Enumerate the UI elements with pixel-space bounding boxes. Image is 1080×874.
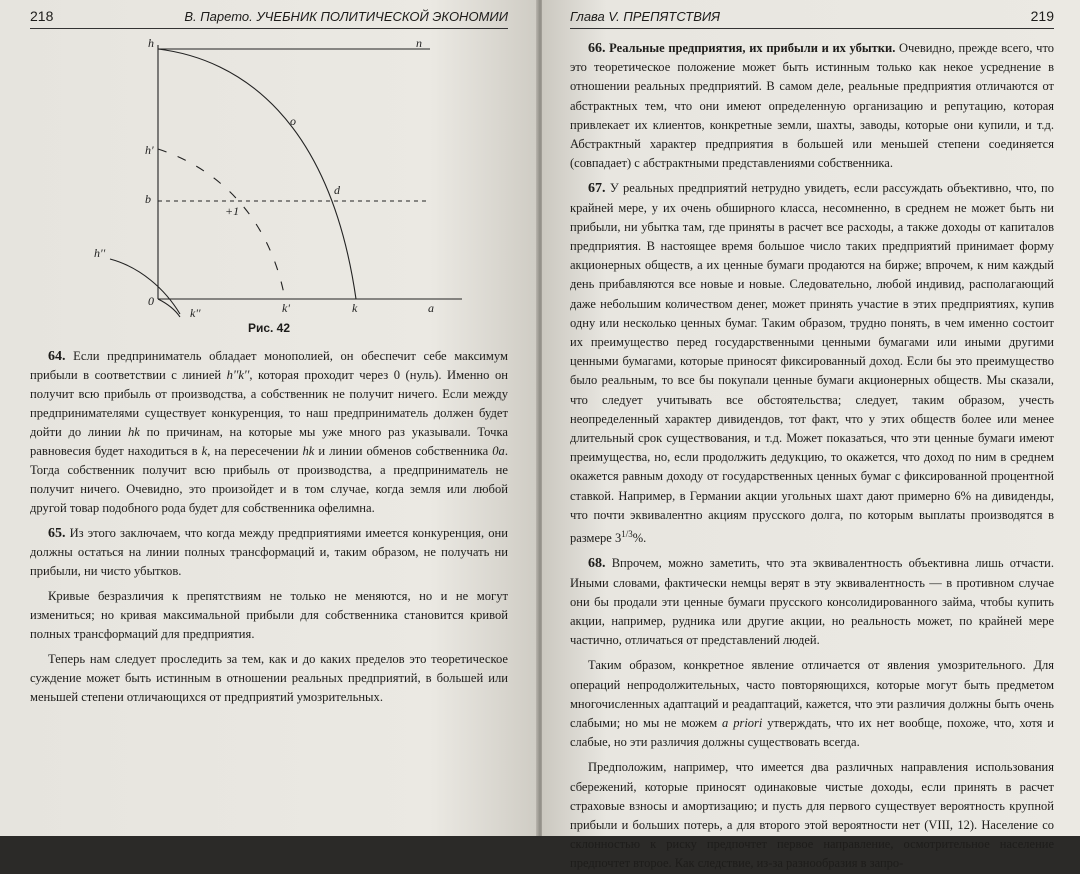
paragraph-text: Очевидно, прежде всего, что это теоретическое положение может быть истинным только как некое усреднение в отношении реальных предприятий. В самом деле, реальные предприятия отличаются от абстрактных тем, что они имеют определенную организацию и репутацию, которая привлекает их клиентов, конкретные земли, шахты, заводы, которые они купили, и т.д. Абстрактный характер предприятия в большей или меньшей степени соединяется (совпадает) с абстрактными представлениями собственника. xyxy=(570,41,1054,171)
paragraph-heading: Реальные предприятия, их прибыли и их убытки. xyxy=(609,41,896,55)
figure-caption: Рис. 42 xyxy=(247,321,291,335)
right-running-head xyxy=(570,8,1054,29)
label-o: o xyxy=(290,114,296,128)
left-page-number: 218 xyxy=(30,8,54,24)
paragraph-number: 67. xyxy=(588,181,606,197)
text-run: , которая проходит через 0 (нуль). Именно он получит всю прибыль от производства, а собственник не получит ничего. Если между предпринимателями существует конкуренция, то наш предприниматель должен будет дойти до линии xyxy=(30,368,508,439)
text-run: Если предприниматель обладает монополией, он обеспечит себе максимум прибыли в соответствии с линией xyxy=(30,349,508,382)
label-plus1: +1 xyxy=(225,204,240,218)
paragraph-number: 66. xyxy=(588,41,606,56)
paragraph-text: Таким образом, конкретное явление отличается от явления умозрительного. Для операций непродолжительных, часто повторяющихся, которые могут быть предметом многочисленных адаптаций и реадаптаций, кажется, что эти различия должны быть очень слабыми; но мы не можем xyxy=(570,658,1054,731)
paragraph-text: У реальных предприятий нетрудно увидеть, если рассуждать объективно, что, по крайней мере, у их очень обширного класса, несомненно, в среднем не может быть ни прибыли, ни убытка там, где приняты в расчет все расходы, а также доходы от капиталов предприятия. В настоящее время большое число таких предприятий принимает форму акционерных обществ, а их ценные бумаги продаются на бирже; впрочем, к ним каждый день прибавляются все новые и новые. Следовательно, любой индивид, располагающий даже небольшим количеством денег, может принять участие в этих предприятиях, купив одну или несколько ценных бумаг. Таким образом, трудно понять, в чем именно состоит их преимущество перед государственными ценными бумагами или иными другими ценными бумагами, которые приносят фиксированный доход. Если бы это преимущество было реальным, то все бы покупали ценные бумаги акционерных обществ. Мы сказали, что следует учитывать все обстоятельства; следует, таким образом, учесть неопределенный характер дивидендов, тот факт, что у этих обществ более или менее длительный срок существования, и т.д. Может показаться, что эти ценные бумаги имеют преимущества, но, если продолжить дедукцию, то окажется, что доход по ним в среднем окажется равным доходу от государственных ценных бумаг с фиксированной процентной ставкой. Например, в Германии акции угольных шахт дают примерно 6% на дивиденды, что почти эквивалентно акциям прусского долга, по которым выплаты производятся в размере 3 xyxy=(570,181,1054,546)
figure-42 xyxy=(30,36,508,320)
math-run: hk xyxy=(302,444,315,458)
text-run: . Тогда собственник получит всю прибыль от производства, а предприниматель не получит ничего. Очевидно, это произойдет и в том случае, когда земля или любой другой товар подобного рода будет для собственника офелимна. xyxy=(30,444,508,515)
left-running-head xyxy=(30,8,508,29)
label-h: h xyxy=(148,36,154,50)
label-h1: h' xyxy=(145,143,154,157)
paragraph-68b xyxy=(570,656,1054,752)
left-page xyxy=(0,0,538,836)
text-run: по причинам, на которые мы уже много раз указывали. Точка равновесия будет находиться в xyxy=(30,425,508,458)
label-k2: k'' xyxy=(190,306,201,320)
paragraph-67 xyxy=(570,179,1054,548)
math-run: 0a xyxy=(492,444,505,458)
paragraph-64 xyxy=(30,347,508,518)
latin-term: a priori xyxy=(722,716,763,731)
label-k1: k' xyxy=(282,301,290,315)
label-zero: 0 xyxy=(148,294,154,308)
curve-hk xyxy=(158,49,356,299)
paragraph-65 xyxy=(30,524,508,581)
figure-42-diagram xyxy=(30,36,508,320)
paragraph-text: Из этого заключаем, что когда между предприятиями имеется конкуренция, они должны остаться на линии полных трансформаций и, таким образом, не получать ни прибыли, ни чисто убытков. xyxy=(30,526,508,578)
label-b: b xyxy=(145,192,151,206)
paragraph-65c xyxy=(30,650,508,707)
label-n: n xyxy=(416,36,422,50)
paragraph-text: Впрочем, можно заметить, что эта эквивалентность объективна лишь отчасти. Иными словами, фактически немцы верят в эту эквивалентность — в противном случае они бы продали эти ценные бумаги прусского консолидированного займа, чтобы купить акции, например, рудника или другие акции, но реальность может, по крайней мере частично, отличаться от представлений людей. xyxy=(570,556,1054,648)
label-a: a xyxy=(428,301,434,315)
math-run: k xyxy=(201,444,208,458)
label-h2: h'' xyxy=(94,246,106,260)
fraction: 1/3 xyxy=(621,529,633,540)
label-k: k xyxy=(352,301,358,315)
paragraph-text: Кривые безразличия к препятствиям не только не меняются, но и не могут измениться; но кривая максимальной прибыли для собственника становится кривой полных трансформаций для предприятия. xyxy=(30,589,508,641)
paragraph-number: 68. xyxy=(588,556,606,572)
text-run: и линии обменов собственника xyxy=(314,444,493,458)
paragraph-text: Предположим, например, что имеется два различных направления использования сбережений, которые приносят одинаковые чистые доходы, если принять в расчет страховые взносы и амортизацию; и пусть для первого существует вероятность крупной прибыли и больших потерь, а для второго этой вероятности нет (VIII, 12). Население со склонностью к риску предпочтет первое направление, осмотрительное население предпочтет второе. Как следствие, из-за разнообразия в запро- xyxy=(570,760,1054,871)
paragraph-68 xyxy=(570,554,1054,650)
right-page-number: 219 xyxy=(1030,8,1054,24)
paragraph-68c xyxy=(570,758,1054,873)
paragraph-tail: %. xyxy=(632,531,647,546)
right-running-title: Глава V. ПРЕПЯТСТВИЯ xyxy=(570,9,721,24)
paragraph-tail: утверждать, что их нет вообще, похоже, что, хотя и слабые, но эти различия должны существовать всегда. xyxy=(570,716,1054,750)
paragraph-number: 65. xyxy=(48,526,66,541)
paragraph-number: 64. xyxy=(48,349,66,364)
text-run: , на пересечении xyxy=(207,444,303,458)
paragraph-text: Теперь нам следует проследить за тем, как и до каких пределов это теоретическое суждение может быть истинным в отношении реальных предприятий, в большей или меньшей степени отличающихся от предприятий умозрительных. xyxy=(30,652,508,704)
math-run: h''k'' xyxy=(226,368,250,382)
curve-h1k1 xyxy=(158,149,285,299)
paragraph-66 xyxy=(570,39,1054,173)
left-running-title: В. Парето. УЧЕБНИК ПОЛИТИЧЕСКОЙ ЭКОНОМИИ xyxy=(184,9,508,24)
math-run: hk xyxy=(127,425,140,439)
paragraph-65b xyxy=(30,587,508,644)
right-page xyxy=(542,0,1080,871)
label-d: d xyxy=(334,183,340,197)
